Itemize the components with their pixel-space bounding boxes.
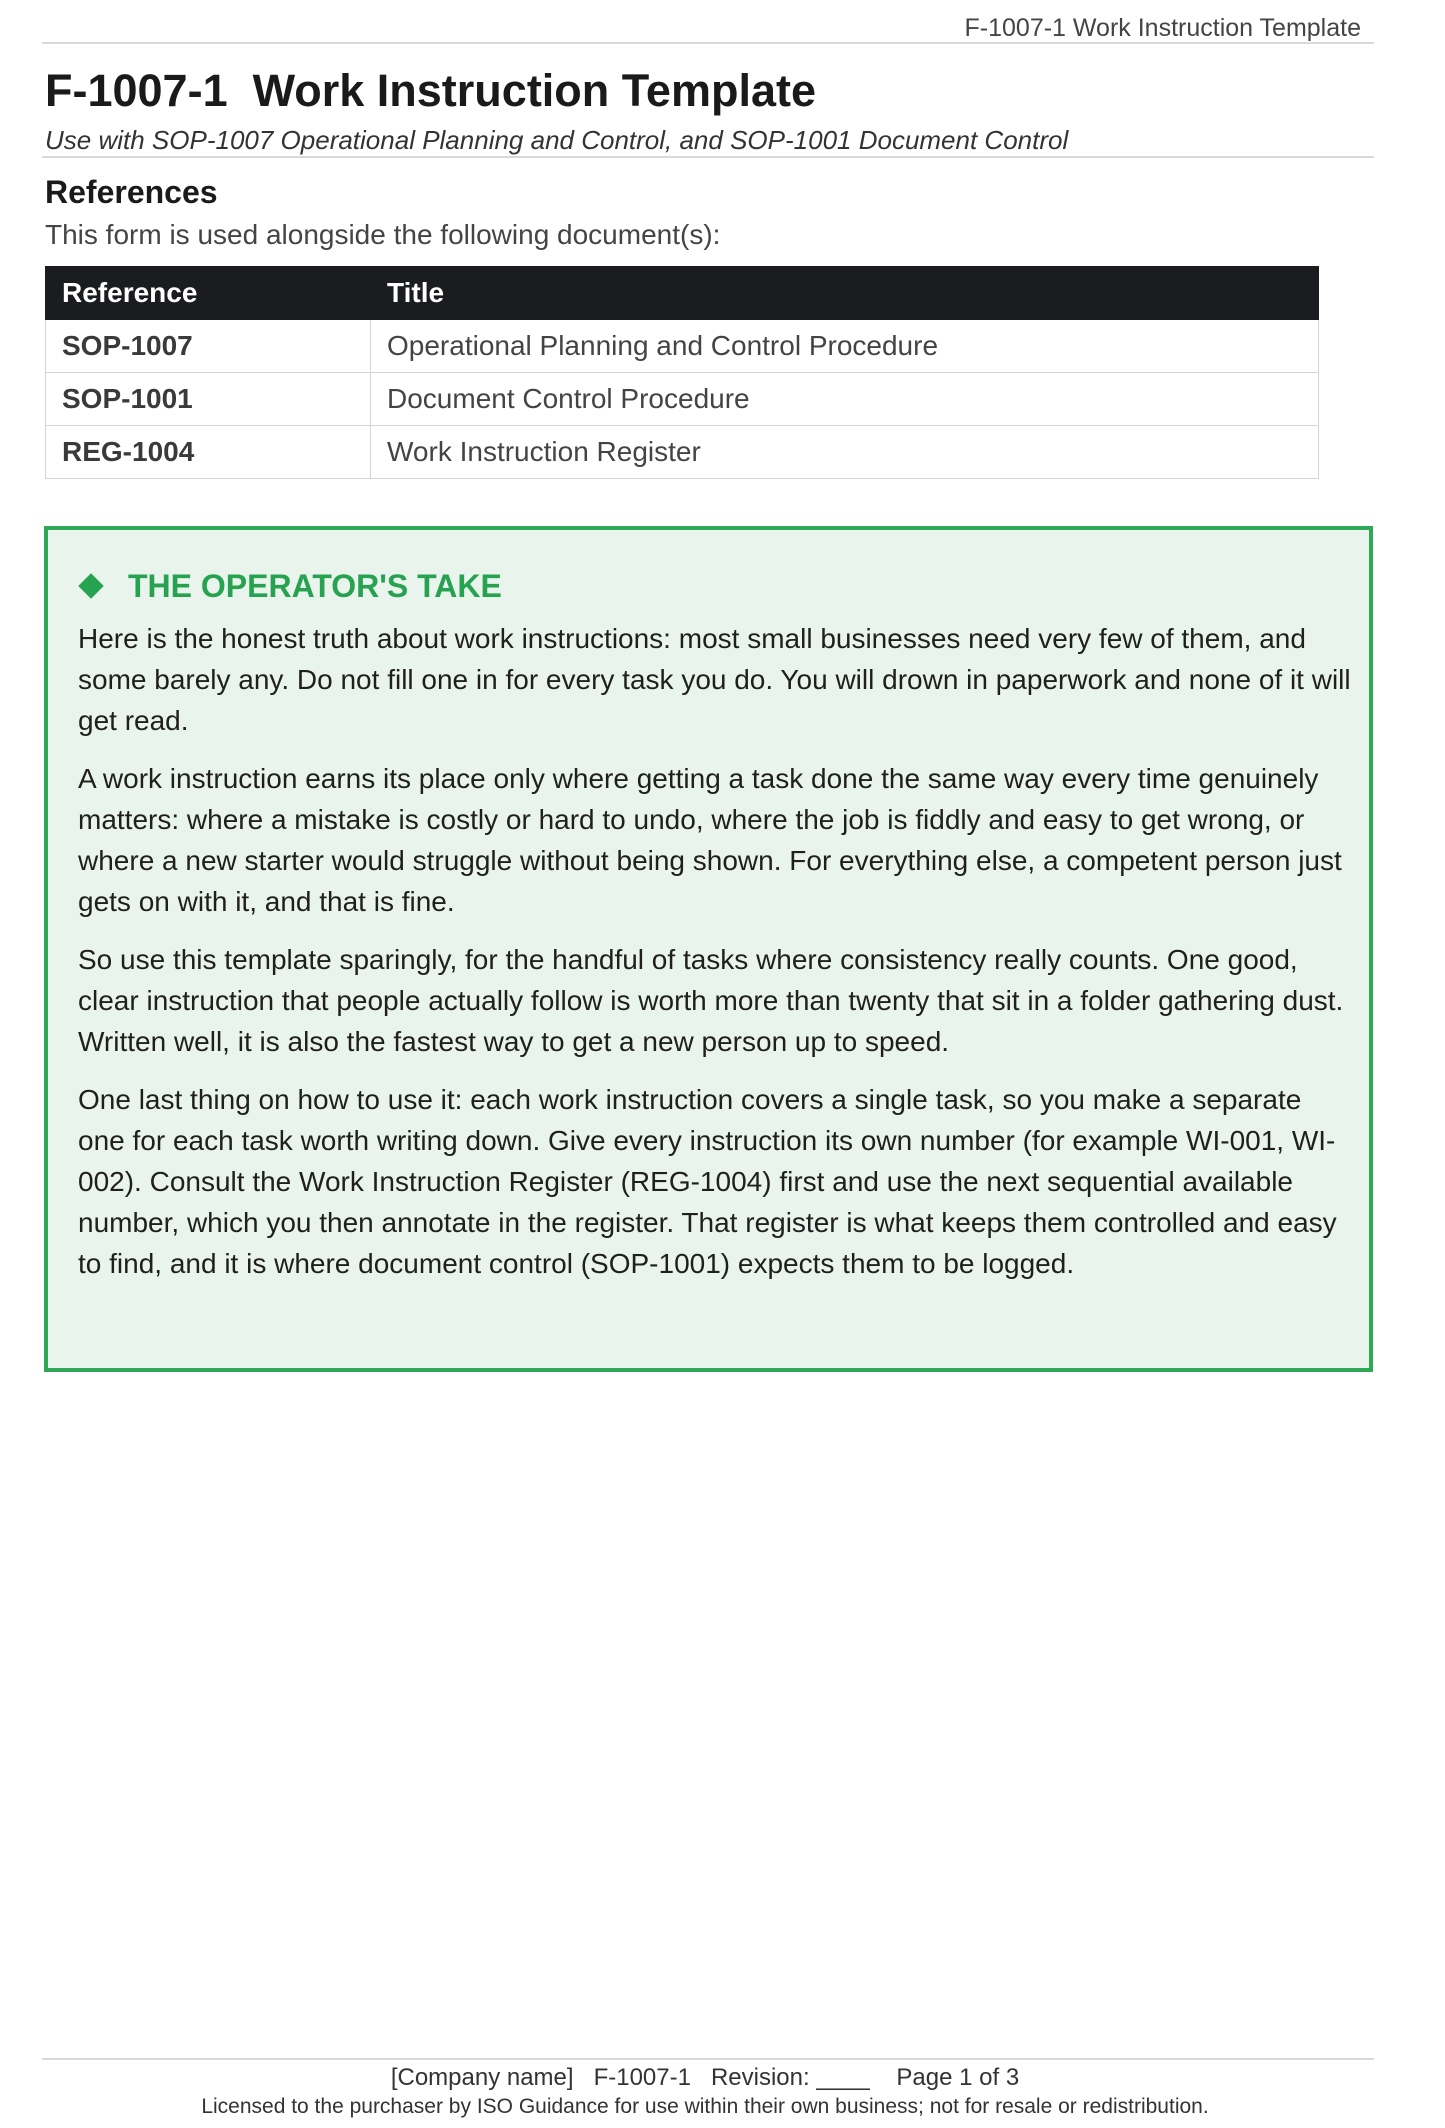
page-subtitle: Use with SOP-1007 Operational Planning and Control, and SOP-1001 Document Control (45, 125, 1069, 155)
header-divider (42, 42, 1374, 44)
references-heading: References (45, 174, 218, 210)
running-header: F-1007-1 Work Instruction Template (964, 14, 1361, 42)
footer-license: Licensed to the purchaser by ISO Guidance for use within their own business; not for resale or redistribution. (201, 2095, 1209, 2118)
title-cell: Operational Planning and Control Procedure (371, 320, 1319, 373)
subtitle-divider (42, 156, 1374, 158)
references-intro: This form is used alongside the following document(s): (45, 219, 721, 250)
table-row (46, 426, 1319, 479)
operators-take-paragraph: A work instruction earns its place only where getting a task done the same way every time genuinely matters: where a mistake is costly or hard to undo, where the job is fiddly and easy to get wrong, or where a new starter would struggle without being shown. For everything else, a competent person just gets on with it, and that is fine. (78, 763, 1342, 917)
column-header-reference: Reference (46, 267, 371, 320)
operators-take-body (78, 618, 1353, 1301)
title-cell: Work Instruction Register (371, 426, 1319, 479)
title-cell: Document Control Procedure (371, 373, 1319, 426)
reference-cell: SOP-1007 (46, 320, 371, 373)
references-table (45, 266, 1319, 479)
table-header-row (46, 267, 1319, 320)
page-title: F-1007-1 Work Instruction Template (45, 65, 816, 116)
diamond-icon (78, 573, 103, 598)
operators-take-paragraph: So use this template sparingly, for the handful of tasks where consistency really counts. One good, clear instruction that people actually follow is worth more than twenty that sit in a folder gathering dust. Written well, it is also the fastest way to get a new person up to speed. (78, 944, 1344, 1057)
operators-take-paragraph: Here is the honest truth about work instructions: most small businesses need very few of them, and some barely any. Do not fill one in for every task you do. You will drown in paperwork and none of it will get read. (78, 623, 1351, 736)
reference-cell: SOP-1001 (46, 373, 371, 426)
operators-take-heading-text: THE OPERATOR'S TAKE (128, 568, 502, 604)
table-row (46, 320, 1319, 373)
table-row (46, 373, 1319, 426)
footer-info: [Company name] F-1007-1 Revision: ____ Page 1 of 3 (390, 2064, 1020, 2091)
operators-take-heading (78, 566, 502, 606)
column-header-title: Title (371, 267, 1319, 320)
reference-cell: REG-1004 (46, 426, 371, 479)
footer-divider (42, 2058, 1374, 2060)
operators-take-callout (44, 526, 1373, 1372)
operators-take-paragraph: One last thing on how to use it: each work instruction covers a single task, so you make a separate one for each task worth writing down. Give every instruction its own number (for example WI-001, WI-002). Consult the Work Instruction Register (REG-1004) first and use the next sequential available number, which you then annotate in the register. That register is what keeps them controlled and easy to find, and it is where document control (SOP-1001) expects them to be logged. (78, 1084, 1337, 1279)
